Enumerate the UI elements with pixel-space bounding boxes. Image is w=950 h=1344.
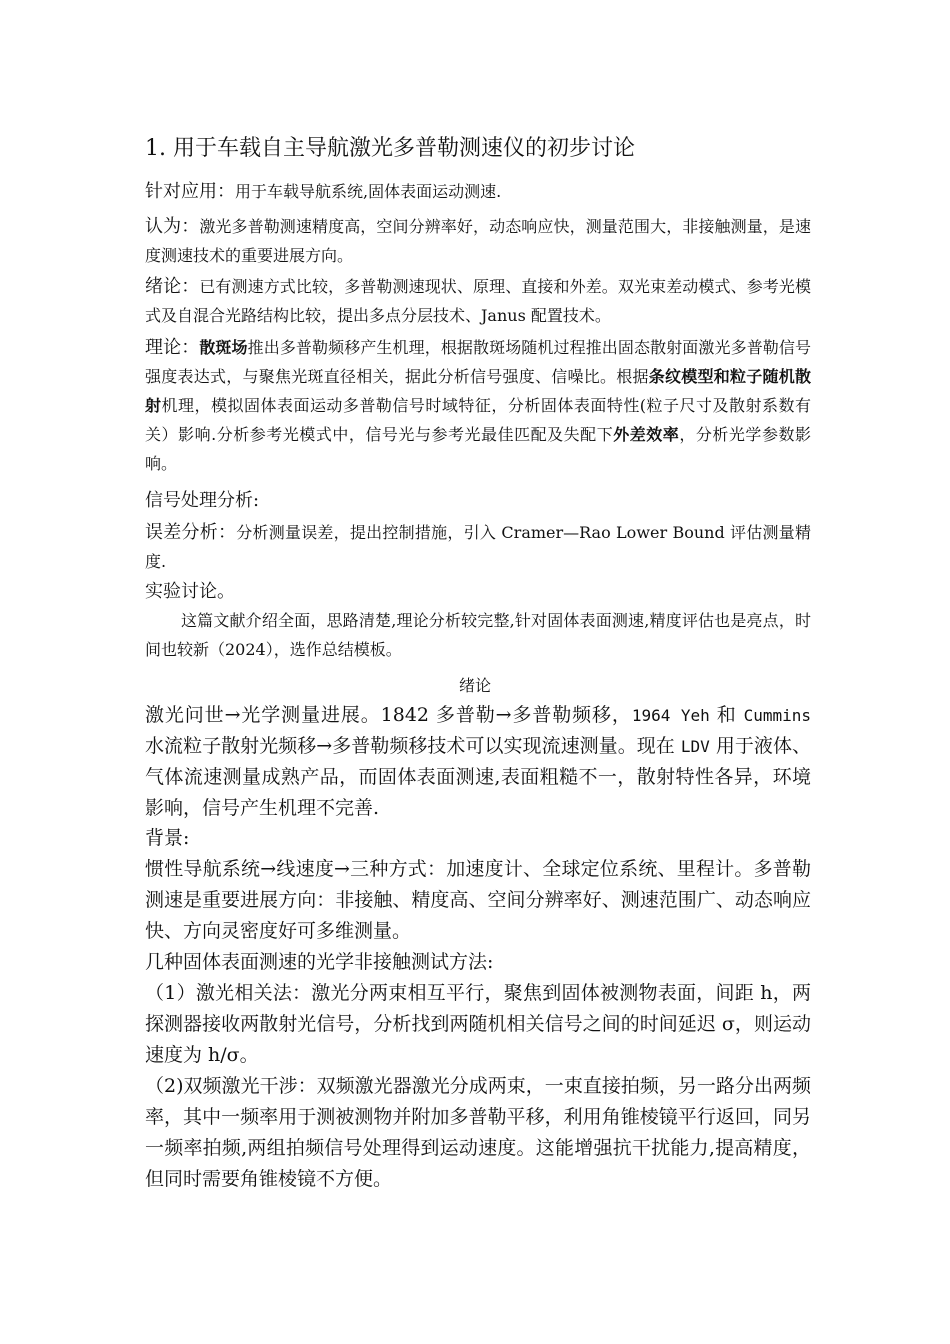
theory-paragraph xyxy=(145,333,811,478)
intro-heading: 绪论 xyxy=(458,676,491,695)
theory-bold-heterodyne: 外差效率 xyxy=(613,425,680,444)
intro-label: 绪论： xyxy=(145,276,200,297)
theory-text-2: 机理，模拟固体表面运动多普勒信号时域特征，分析固体表面特性(粒子尺寸及散射系数有关）影响.分析参考光模式中，信号光与参考光最佳匹配及失配下 xyxy=(145,396,811,444)
method-1-paragraph: （1）激光相关法：激光分两束相互平行，聚焦到固体被测物表面，间距 h，两探测器接收两散射光信号，分析找到两随机相关信号之间的时间延迟 σ，则运动速度为 h/σ。 xyxy=(145,982,811,1066)
intro-body-text-2: 水流粒子散射光频移→多普勒频移技术可以实现流速测量。现在 xyxy=(145,735,681,757)
viewpoint-paragraph xyxy=(145,212,811,270)
theory-text-3: ，分析光学参数影响。 xyxy=(145,425,811,473)
error-paragraph xyxy=(145,518,811,576)
signal-paragraph xyxy=(145,486,811,515)
theory-label: 理论： xyxy=(145,337,200,358)
experiment-paragraph xyxy=(145,577,811,606)
intro-body-and: 和 xyxy=(709,704,744,726)
application-text: 用于车载导航系统,固体表面运动测速. xyxy=(235,182,502,201)
theory-bold-fringe-model: 条纹模型和粒子随机散射 xyxy=(145,367,811,415)
intro-body-text-1: 激光问世→光学测量进展。1842 多普勒→多普勒频移， xyxy=(145,704,632,726)
intro-body-text-3: 用于液体、气体流速测量成熟产品，而固体表面测速,表面粗糙不一，散射特性各异，环境影响，信号产生机理不完善. xyxy=(145,735,811,819)
theory-bold-speckle: 散斑场 xyxy=(199,338,248,357)
viewpoint-label: 认为： xyxy=(145,216,200,237)
summary-paragraph: 这篇文献介绍全面，思路清楚,理论分析较完整,针对固体表面测速,精度评估也是亮点，时间也较新（2024），选作总结模板。 xyxy=(145,611,811,659)
methods-label: 几种固体表面测速的光学非接触测试方法: xyxy=(145,951,494,973)
intro-body-cummins: Cummins xyxy=(743,706,811,725)
application-paragraph xyxy=(145,177,811,206)
viewpoint-text: 激光多普勒测速精度高，空间分辨率好，动态响应快，测量范围大，非接触测量，是速度测速技术的重要进展方向。 xyxy=(145,217,811,265)
experiment-label: 实验讨论。 xyxy=(145,581,235,602)
intro-text: 已有测速方式比较，多普勒测速现状、原理、直接和外差。双光束差动模式、参考光模式及自混合光路结构比较，提出多点分层技术、Janus 配置技术。 xyxy=(145,277,811,325)
intro-paragraph xyxy=(145,272,811,330)
error-text: 分析测量误差，提出控制措施，引入 Cramer—Rao Lower Bound 评估测量精度. xyxy=(145,523,811,571)
document-title: 1. 用于车载自主导航激光多普勒测速仪的初步讨论 xyxy=(145,136,635,161)
intro-body-yeh: 1964 Yeh xyxy=(631,706,710,725)
intro-body-ldv: LDV xyxy=(680,737,710,756)
background-paragraph: 惯性导航系统→线速度→三种方式：加速度计、全球定位系统、里程计。多普勒测速是重要进展方向：非接触、精度高、空间分辨率好、测速范围广、动态响应快、方向灵密度好可多维测量。 xyxy=(145,858,811,942)
application-label: 针对应用： xyxy=(145,181,235,202)
method-2-paragraph: （2)双频激光干涉：双频激光器激光分成两束，一束直接拍频，另一路分出两频率，其中一频率用于测被测物并附加多普勒平移，利用角锥棱镜平行返回，同另一频率拍频,两组拍频信号处理得到运动速度。这能增强抗干扰能力,提高精度，但同时需要角锥棱镜不方便。 xyxy=(145,1075,811,1190)
theory-text-1: 推出多普勒频移产生机理，根据散斑场随机过程推出固态散射面激光多普勒信号强度表达式，与聚焦光斑直径相关，据此分析信号强度、信噪比。根据 xyxy=(145,338,811,386)
error-label: 误差分析： xyxy=(145,522,237,543)
signal-label: 信号处理分析: xyxy=(145,490,260,511)
background-label: 背景: xyxy=(145,827,190,849)
intro-body-paragraph xyxy=(145,700,811,824)
